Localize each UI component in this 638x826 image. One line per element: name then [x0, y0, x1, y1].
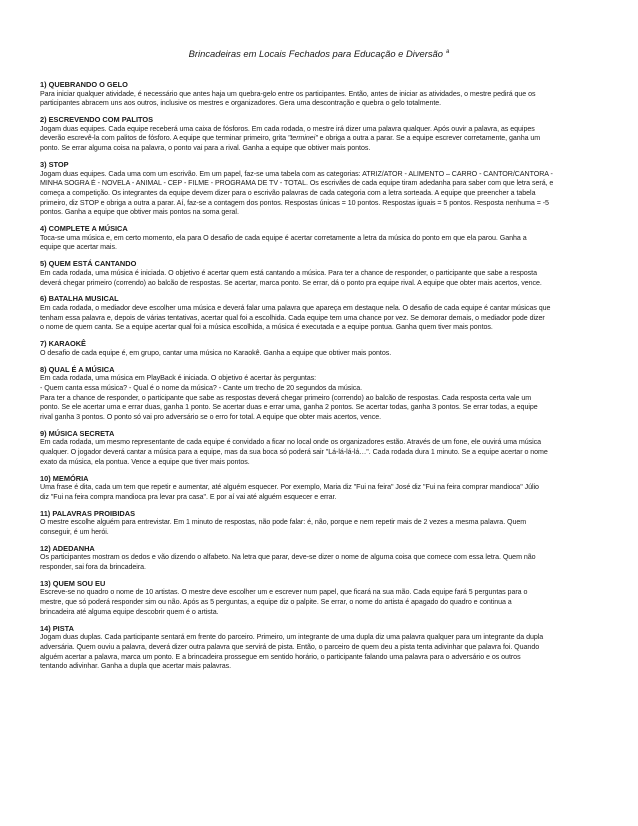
section-heading: 10) MEMÓRIA: [40, 473, 89, 483]
game-section: [40, 509, 598, 538]
body-line: rival ganha 3 pontos. O ponto só vai pro adversário se o erro for total. A equipe que obter mais acertos, vence.: [40, 412, 382, 421]
body-line: O mestre escolhe alguém para entrevistar. Em 1 minuto de respostas, não pode falar: é, não, porque e nem repetir mais de 2 vezes a mesma palavra. Quem: [40, 518, 527, 527]
section-body: [40, 125, 598, 154]
document-title: Brincadeiras em Locais Fechados para Educação e Diversão: [188, 48, 443, 60]
section-body: [40, 269, 598, 288]
game-section: [40, 579, 598, 618]
body-line: tenham essa palavra e, depois de várias tentativas, acertar qual foi a escolhida. Cada equipe tem uma chance por vez. Se demorar demais, o mediador pode dizer: [40, 313, 545, 322]
section-heading: 11) PALAVRAS PROIBIDAS: [40, 508, 135, 518]
body-line: Escreve-se no quadro o nome de 10 artistas. O mestre deve escolher um e escrever num papel, que ficará na sua mão. Cada equipe fará 5 perguntas para o: [40, 588, 528, 597]
section-body: [40, 633, 598, 672]
game-section: [40, 224, 598, 253]
body-line: - Quem canta essa música? - Qual é o nome da música? - Cante um trecho de 20 segundos da música.: [40, 383, 363, 392]
body-line: Em cada rodada, uma música é iniciada. O objetivo é acertar quem está cantando a música. Para ter a chance de responder, o participante que sabe a resposta: [40, 268, 537, 277]
body-line: participantes abracem uns aos outros, inclusive os mestres e organizadores. Gera uma descontração e quebra o gelo totalmente.: [40, 99, 442, 108]
body-line: Jogam duas equipes. Cada uma com um escrivão. Em um papel, faz-se uma tabela com as categorias: ATRIZ/ATOR - ALIMENTO – CARRO - CANTOR/CANTORA -: [40, 169, 553, 178]
section-heading: 7) KARAOKÊ: [40, 339, 86, 349]
section-body: [40, 304, 598, 333]
section-heading: 8) QUAL É A MÚSICA: [40, 364, 115, 374]
body-line: adversária. Quem ouviu a palavra, deverá dizer outra palavra que servirá de pista. Então, o parceiro de quem deu a pista tenta adivinhar que palavra foi. Quando: [40, 642, 540, 651]
title-footnote-marker: a: [445, 49, 450, 55]
section-body: [40, 518, 598, 537]
body-line: brincadeira até alguma equipe descobrir quem é o artista.: [40, 607, 219, 616]
game-section: [40, 339, 598, 358]
game-section: [40, 365, 598, 423]
body-line: primeiro, diz STOP e obriga a outra a parar. Aí, faz-se a contagem dos pontos. Respostas únicas = 10 pontos. Respostas iguais = 5 pontos. Resposta nenhuma = -5: [40, 198, 549, 207]
game-section: [40, 294, 598, 333]
body-line: ponto. Se errar alguma coisa na palavra, o ponto vai para a rival. Ganha a equipe que obtiver mais pontos.: [40, 144, 371, 153]
section-body: [40, 374, 598, 423]
body-line: Em cada rodada, um mesmo representante de cada equipe é convidado a ficar no local onde os organizadores estão. Através de um fone, ele ouvirá uma música: [40, 438, 542, 447]
section-body: [40, 349, 598, 359]
section-body: [40, 170, 598, 219]
body-line: exato da música, ela pontua. Vence a equipe que tiver mais pontos.: [40, 457, 250, 466]
section-body: [40, 90, 598, 109]
body-line: diz "Fui na feira compra mandioca pra levar pra casa". E por aí vai até alguém esquecer e errar.: [40, 492, 337, 501]
game-section: [40, 474, 598, 503]
section-body: [40, 483, 598, 502]
section-body: [40, 553, 598, 572]
body-line: tentando adivinhar. Ganha a dupla que acertar mais palavras.: [40, 662, 232, 671]
game-section: [40, 259, 598, 288]
body-line: Uma frase é dita, cada um tem que repetir e aumentar, até alguém esquecer. Por exemplo, Maria diz "Fui na feira" José diz "Fui na feira comprar mandioca" Júlio: [40, 483, 539, 492]
section-heading: 3) STOP: [40, 160, 69, 170]
body-line: começa a competição. Os integrantes da equipe devem dizer para o escrivão palavras de cada categoria com a letra sorteada. A equipe que preencher a tabela: [40, 188, 536, 197]
section-body: [40, 234, 598, 253]
section-heading: 1) QUEBRANDO O GELO: [40, 80, 128, 90]
body-line: Para ter a chance de responder, o participante que sabe as respostas deverá chegar primeiro (correndo) ao balcão de respostas. Cada resposta certa vale um: [40, 393, 532, 402]
game-section: [40, 429, 598, 468]
body-line: responder, sai fora da brincadeira.: [40, 562, 146, 571]
section-heading: 2) ESCREVENDO COM PALITOS: [40, 115, 154, 125]
game-section: [40, 544, 598, 573]
section-heading: 4) COMPLETE A MÚSICA: [40, 224, 128, 234]
document-title-block: [40, 46, 598, 60]
body-line: Para iniciar qualquer atividade, é necessário que antes haja um quebra-gelo entre os participantes. Então, antes de iniciar as atividades, o mestre pedirá que os: [40, 89, 536, 98]
body-line: deverá chegar primeiro (correndo) ao balcão de respostas. Se acertar, marca ponto. Se errar, dá o ponto pra equipe rival. A equipe que obter mais acertos, vence.: [40, 278, 542, 287]
body-line: Em cada rodada, uma música em PlayBack é iniciada. O objetivo é acertar às perguntas:: [40, 374, 317, 383]
section-heading: 5) QUEM ESTÁ CANTANDO: [40, 259, 137, 269]
body-line: alguém acertar a palavra, marca um ponto. E a brincadeira prossegue em sentido horário, o participante falando uma palavra para o adversário e os outros: [40, 652, 521, 661]
body-line: pontos. Ganha a equipe que obtiver mais pontos na soma geral.: [40, 208, 239, 217]
game-section: [40, 115, 598, 154]
body-line: equipe que acertar mais.: [40, 243, 117, 252]
section-heading: 12) ADEDANHA: [40, 543, 95, 553]
body-line: Jogam duas duplas. Cada participante sentará em frente do parceiro. Primeiro, um integrante de uma dupla diz uma palavra qualquer para um integrante da dupla: [40, 633, 544, 642]
body-line: Jogam duas equipes. Cada equipe receberá uma caixa de fósforos. Em cada rodada, o mestre irá dizer uma palavra qualquer. Após ouvir a palavra, as equipes: [40, 124, 535, 133]
sections-container: [40, 80, 598, 672]
body-line: ponto. Se ele acertar uma e errar duas, ganha 1 ponto. Se acertar duas e errar uma, ganha 2 pontos. Se acertar todas, ganha 3 pontos. Se errar todas, a equipe: [40, 403, 538, 412]
body-line: Os participantes mostram os dedos e vão dizendo o alfabeto. Na letra que parar, deve-se dizer o nome de alguma coisa que comece com essa letra. Quem não: [40, 553, 536, 562]
section-heading: 6) BATALHA MUSICAL: [40, 294, 119, 304]
section-heading: 14) PISTA: [40, 623, 74, 633]
section-heading: 9) MÚSICA SECRETA: [40, 428, 115, 438]
body-line: Em cada rodada, o mediador deve escolher uma música e deverá falar uma palavra que apareça em destaque nela. O desafio de cada equipe é cantar músicas que: [40, 303, 551, 312]
section-body: [40, 438, 598, 467]
body-line: Toca-se uma música e, em certo momento, ela para O desafio de cada equipe é acertar corretamente a letra da música do ponto em que ela parou. Ganha a: [40, 233, 527, 242]
section-body: [40, 588, 598, 617]
body-line: deverão escrevê-la com palitos de fósforo. A equipe que terminar primeiro, grita "terminei" e obriga a outra a parar. Se a equipe escrever corretamente, ganha um: [40, 134, 541, 143]
body-line: qualquer. O jogador deverá cantar a música para a equipe, mas da sua boca só poderá sair "Lá-lá-lá-lá…". Cada rodada dura 1 minuto. Se a equipe acertar o nome: [40, 448, 548, 456]
body-line: conseguir, é um herói.: [40, 527, 109, 536]
section-heading: 13) QUEM SOU EU: [40, 578, 106, 588]
body-line: o nome de quem canta. Se a equipe acertar qual foi a música escolhida, a música é executada e a equipe pontua. Ganha quem tiver mais pontos.: [40, 323, 493, 332]
emphasis-text: "terminei": [287, 134, 318, 143]
body-line: O desafio de cada equipe é, em grupo, cantar uma música no Karaokê. Ganha a equipe que obtiver mais pontos.: [40, 348, 392, 357]
game-section: [40, 80, 598, 109]
body-line: mestre, que só poderá responder sim ou não. Após as 5 perguntas, a equipe diz o palpite. Se errar, o nome do artista é apagado do quadro e continua a: [40, 598, 512, 607]
game-section: [40, 160, 598, 218]
game-section: [40, 624, 598, 672]
body-line: MINHA SOGRA É - NOVELA - ANIMAL - CEP - FILME - PROGRAMA DE TV - TOTAL. Os escrivães de cada equipe tiram adedanha para saber com que letra será, e: [40, 179, 554, 188]
